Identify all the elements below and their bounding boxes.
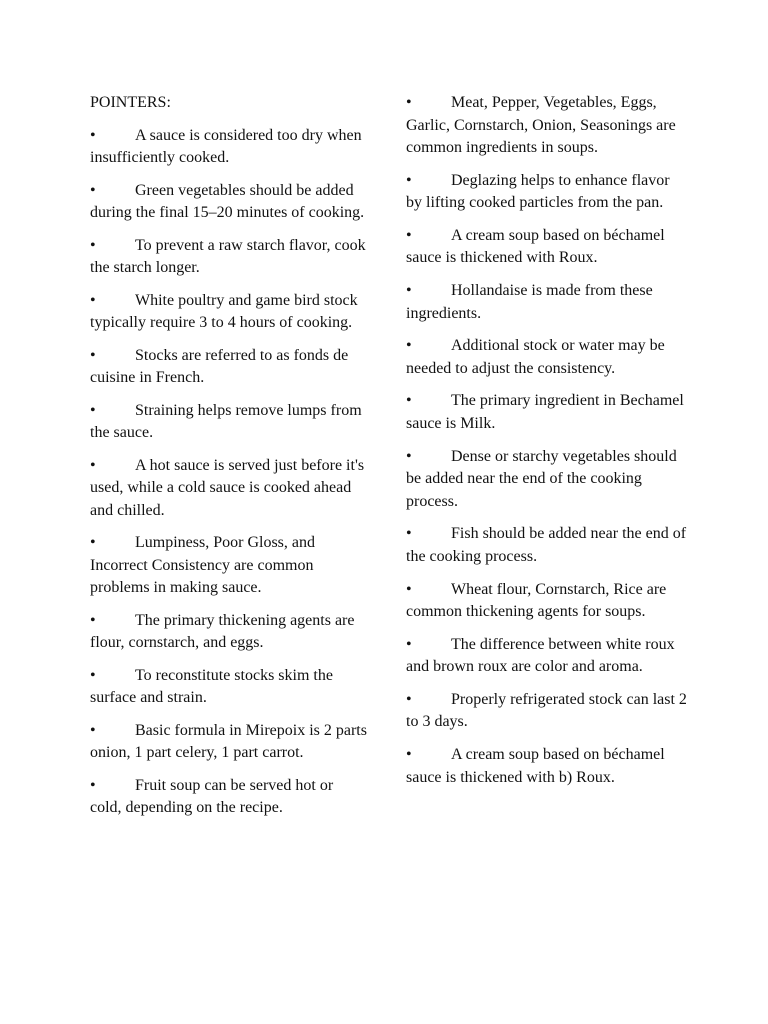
bullet-marker: • — [90, 181, 96, 199]
right-column — [406, 92, 688, 799]
bullet-marker: • — [406, 525, 412, 543]
bullet-text: To reconstitute stocks skim the surface and strain. — [90, 666, 333, 706]
bullet-marker: • — [406, 282, 412, 300]
bullet-marker: • — [90, 776, 96, 794]
bullet-text: Meat, Pepper, Vegetables, Eggs, Garlic, Cornstarch, Onion, Seasonings are common ingredients in soups. — [406, 94, 676, 156]
bullet-marker: • — [90, 346, 96, 364]
bullet-marker: • — [90, 666, 96, 684]
bullet-text: Properly refrigerated stock can last 2 to 3 days. — [406, 690, 687, 731]
bullet-text: Stocks are referred to as fonds de cuisine in French. — [90, 346, 349, 386]
bullet-text: Fish should be added near the end of the cooking process. — [406, 525, 687, 565]
bullet-item — [90, 345, 368, 390]
bullet-text: Additional stock or water may be needed to adjust the consistency. — [406, 337, 665, 377]
bullet-item — [406, 634, 688, 679]
bullet-text: Hollandaise is made from these ingredients. — [406, 282, 653, 322]
bullet-marker: • — [406, 337, 412, 355]
bullet-item — [90, 455, 368, 523]
bullet-item — [406, 523, 688, 568]
bullet-text: Wheat flour, Cornstarch, Rice are common thickening agents for soups. — [406, 580, 667, 620]
bullet-marker: • — [90, 611, 96, 629]
bullet-item — [406, 335, 688, 380]
bullet-item — [406, 92, 688, 160]
bullet-item — [406, 744, 688, 789]
bullet-marker: • — [406, 635, 412, 653]
bullet-text: The difference between white roux and brown roux are color and aroma. — [406, 635, 675, 676]
bullet-text: A cream soup based on béchamel sauce is thickened with b) Roux. — [406, 746, 665, 786]
bullet-text: The primary thickening agents are flour, cornstarch, and eggs. — [90, 611, 355, 651]
bullet-text: Straining helps remove lumps from the sauce. — [90, 401, 362, 441]
bullet-text: White poultry and game bird stock typically require 3 to 4 hours of cooking. — [90, 291, 358, 331]
bullet-item — [406, 280, 688, 325]
bullet-marker: • — [406, 447, 412, 465]
bullet-item — [90, 610, 368, 655]
bullet-text: Deglazing helps to enhance flavor by lifting cooked particles from the pan. — [406, 171, 670, 212]
left-bullet-list — [90, 125, 368, 820]
bullet-text: The primary ingredient in Bechamel sauce is Milk. — [406, 392, 684, 432]
bullet-item — [406, 446, 688, 514]
bullet-item — [90, 665, 368, 710]
bullet-item — [90, 125, 368, 170]
bullet-text: Fruit soup can be served hot or cold, depending on the recipe. — [90, 776, 334, 816]
bullet-marker: • — [90, 291, 96, 309]
bullet-item — [90, 400, 368, 445]
bullet-item — [406, 390, 688, 435]
bullet-text: Lumpiness, Poor Gloss, and Incorrect Consistency are common problems in making sauce. — [90, 534, 315, 596]
bullet-marker: • — [90, 236, 96, 254]
bullet-marker: • — [406, 580, 412, 598]
bullet-text: To prevent a raw starch flavor, cook the starch longer. — [90, 236, 366, 276]
bullet-item — [90, 775, 368, 820]
bullet-marker: • — [90, 401, 96, 419]
bullet-item — [406, 225, 688, 270]
bullet-marker: • — [406, 392, 412, 410]
bullet-text: A hot sauce is served just before it's used, while a cold sauce is cooked ahead and chilled. — [90, 456, 365, 519]
bullet-item — [90, 180, 368, 225]
bullet-item — [90, 290, 368, 335]
right-bullet-list — [406, 92, 688, 789]
bullet-item — [90, 532, 368, 600]
left-column — [90, 92, 368, 830]
bullet-text: Green vegetables should be added during the final 15–20 minutes of cooking. — [90, 181, 365, 221]
bullet-marker: • — [406, 690, 412, 708]
bullet-marker: • — [90, 456, 96, 474]
bullet-text: Dense or starchy vegetables should be added near the end of the cooking process. — [406, 447, 677, 510]
bullet-marker: • — [406, 746, 412, 764]
bullet-item — [406, 689, 688, 734]
bullet-text: A cream soup based on béchamel sauce is thickened with Roux. — [406, 226, 665, 267]
bullet-item — [406, 170, 688, 215]
bullet-marker: • — [90, 534, 96, 551]
bullet-item — [406, 579, 688, 624]
bullet-text: A sauce is considered too dry when insufficiently cooked. — [90, 126, 362, 166]
pointers-heading: POINTERS: — [90, 94, 171, 111]
bullet-item — [90, 235, 368, 280]
bullet-marker: • — [90, 721, 96, 739]
bullet-item — [90, 720, 368, 765]
bullet-marker: • — [406, 226, 412, 244]
bullet-marker: • — [90, 126, 96, 144]
bullet-text: Basic formula in Mirepoix is 2 parts onion, 1 part celery, 1 part carrot. — [90, 721, 367, 761]
bullet-marker: • — [406, 171, 412, 189]
bullet-marker: • — [406, 94, 412, 111]
